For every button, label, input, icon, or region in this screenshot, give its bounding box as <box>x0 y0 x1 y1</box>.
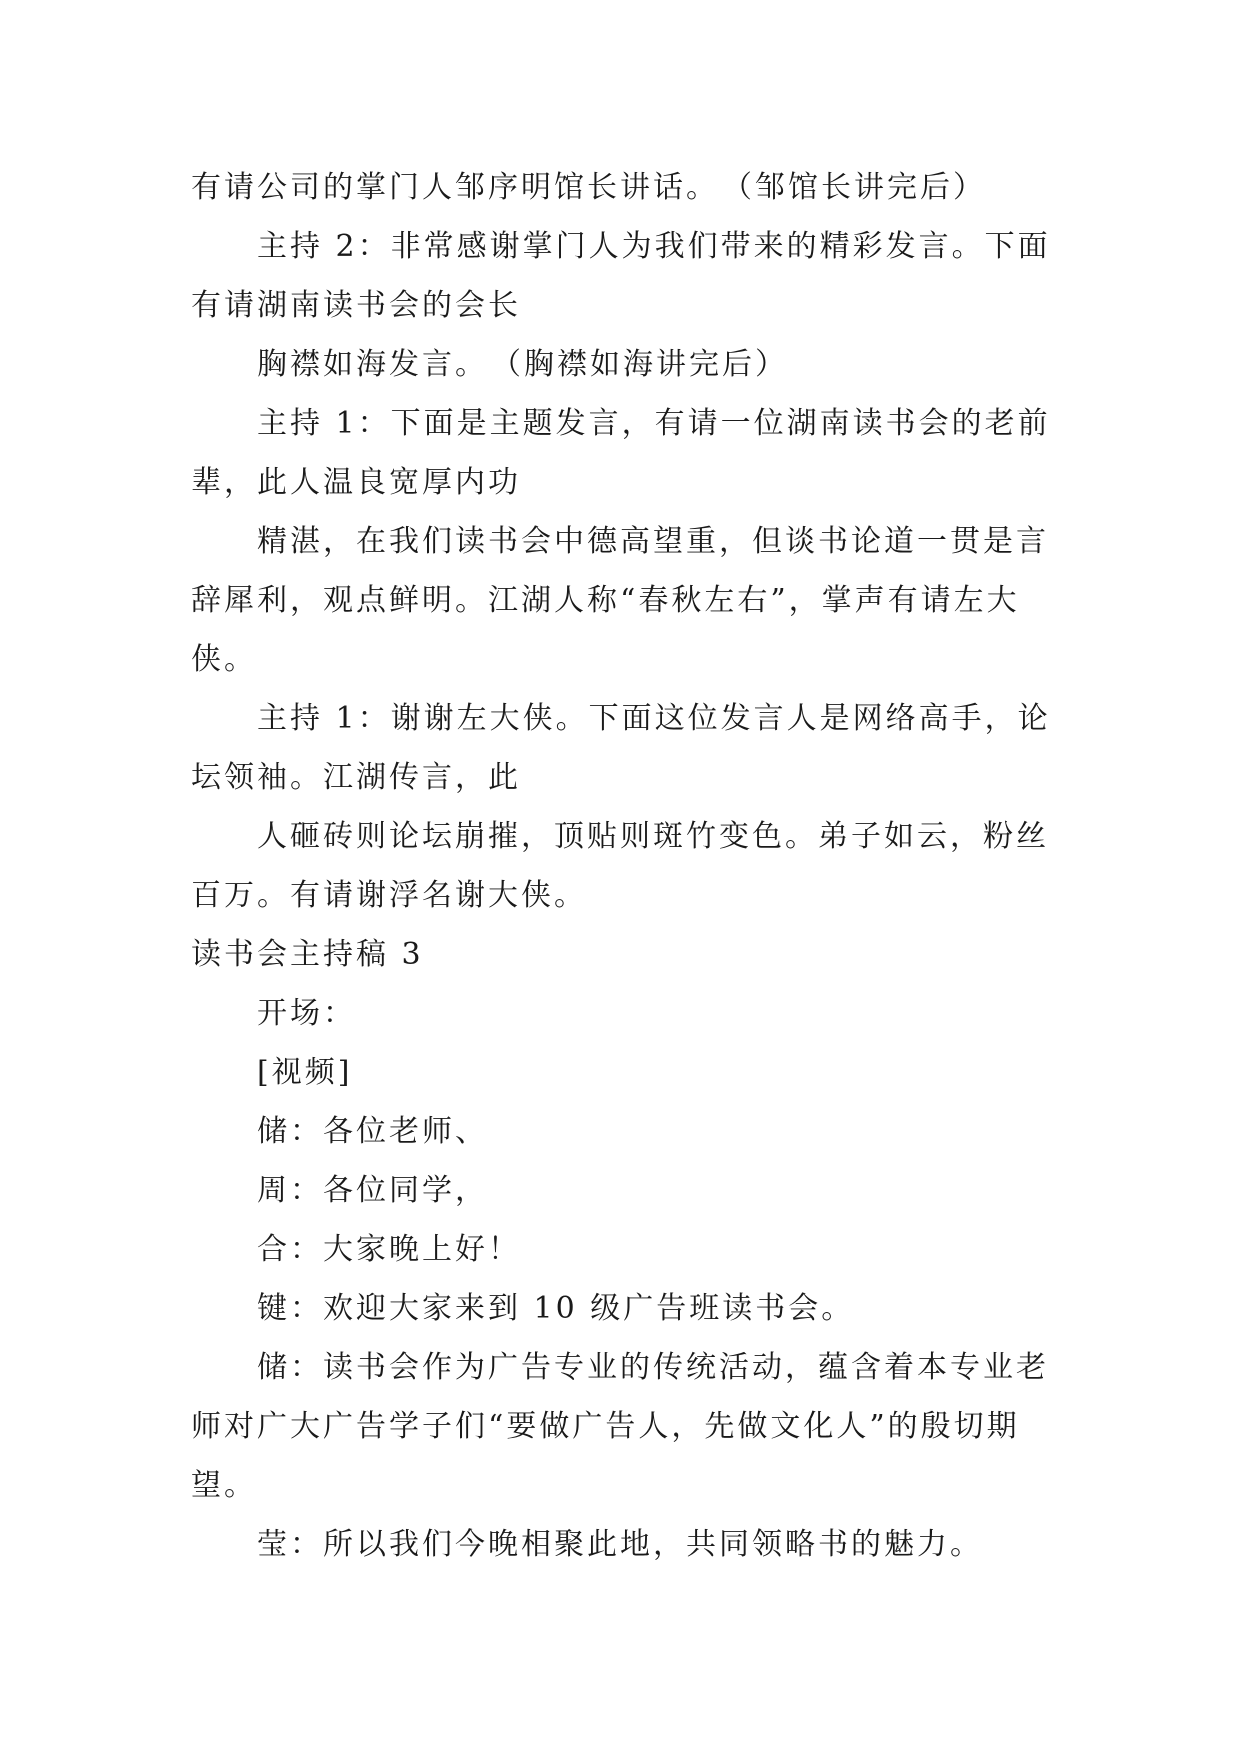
paragraph-16: 莹：所以我们今晚相聚此地，共同领略书的魅力。 <box>257 1527 983 1562</box>
paragraph-5: 精湛，在我们读书会中德高望重，但谈书论道一贯是言辞犀利，观点鲜明。江湖人称“春秋左右”，掌声有请左大侠。 <box>191 524 1049 677</box>
paragraph-2: 主持 2：非常感谢掌门人为我们带来的精彩发言。下面有请湖南读书会的会长 <box>191 229 1051 323</box>
paragraph-7: 人砸砖则论坛崩摧，顶贴则斑竹变色。弟子如云，粉丝百万。有请谢浮名谢大侠。 <box>191 819 1049 913</box>
paragraph-10: [视频] <box>257 1055 353 1090</box>
section-heading: 读书会主持稿 3 <box>191 937 424 972</box>
paragraph-14: 键：欢迎大家来到 10 级广告班读书会。 <box>257 1291 855 1326</box>
paragraph-6: 主持 1：谢谢左大侠。下面这位发言人是网络高手，论坛领袖。江湖传言，此 <box>191 701 1051 795</box>
paragraph-13: 合：大家晚上好！ <box>257 1232 521 1267</box>
paragraph-12: 周：各位同学， <box>257 1173 488 1208</box>
document-body <box>191 158 1061 1574</box>
paragraph-4: 主持 1：下面是主题发言，有请一位湖南读书会的老前辈，此人温良宽厚内功 <box>191 406 1051 500</box>
paragraph-9: 开场： <box>257 996 356 1031</box>
paragraph-3: 胸襟如海发言。 （胸襟如海讲完后） <box>257 347 788 382</box>
paragraph-15: 储：读书会作为广告专业的传统活动，蕴含着本专业老师对广大广告学子们“要做广告人，先做文化人”的殷切期望。 <box>191 1350 1049 1503</box>
paragraph-1: 有请公司的掌门人邹序明馆长讲话。 （邹馆长讲完后） <box>191 170 986 205</box>
paragraph-11: 储：各位老师、 <box>257 1114 488 1149</box>
